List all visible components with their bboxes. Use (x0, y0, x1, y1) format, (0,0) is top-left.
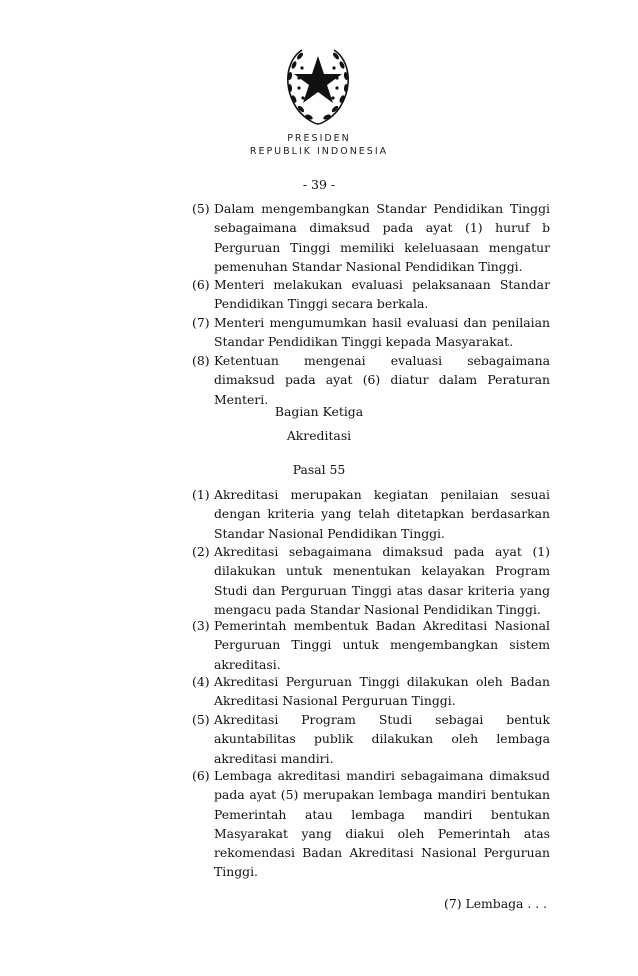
list-item (192, 313, 550, 352)
list-item (192, 351, 550, 409)
item-number: (5) (192, 201, 210, 216)
list-item (192, 199, 550, 276)
item-number: (1) (192, 487, 210, 502)
header-line-1: PRESIDEN (287, 133, 351, 144)
item-number: (4) (192, 674, 210, 689)
item-number: (5) (192, 712, 210, 727)
item-text: Pemerintah membentuk Badan Akreditasi Nasional Perguruan Tinggi untuk mengembangkan sistem akreditasi. (214, 618, 550, 672)
item-number: (7) (192, 315, 210, 330)
item-number: (6) (192, 277, 210, 292)
item-number: (2) (192, 544, 210, 559)
item-text: Lembaga akreditasi mandiri sebagaimana dimaksud pada ayat (5) merupakan lembaga mandiri bentukan Pemerintah atau lembaga mandiri bentukan Masyarakat yang diakui oleh Pemerintah atas rekomendasi Badan Akreditasi Nasional Perguruan Tinggi. (214, 768, 550, 880)
item-number: (6) (192, 768, 210, 783)
part-subtitle: Akreditasi (286, 428, 352, 443)
page-number: - 39 - (302, 177, 336, 192)
presidential-emblem-icon (272, 38, 364, 128)
list-item (192, 710, 550, 768)
item-text: Dalam mengembangkan Standar Pendidikan Tinggi sebagaimana dimaksud pada ayat (1) huruf b Perguruan Tinggi memiliki keleluasaan mengatur pemenuhan Standar Nasional Pendidikan Tinggi. (214, 201, 550, 274)
item-text: Akreditasi merupakan kegiatan penilaian sesuai dengan kriteria yang telah ditetapkan berdasarkan Standar Nasional Pendidikan Tinggi. (214, 487, 550, 541)
item-text: Menteri melakukan evaluasi pelaksanaan Standar Pendidikan Tinggi secara berkala. (214, 277, 550, 312)
list-item (192, 485, 550, 543)
list-item (192, 616, 550, 674)
list-item (192, 542, 550, 619)
item-text: Menteri mengumumkan hasil evaluasi dan penilaian Standar Pendidikan Tinggi kepada Masyarakat. (214, 315, 550, 350)
list-item (192, 275, 550, 314)
item-text: Ketentuan mengenai evaluasi sebagaimana dimaksud pada ayat (6) diatur dalam Peraturan Menteri. (214, 353, 550, 407)
item-text: Akreditasi Perguruan Tinggi dilakukan oleh Badan Akreditasi Nasional Perguruan Tinggi. (214, 674, 550, 709)
part-title: Bagian Ketiga (274, 404, 364, 419)
header-line-2: REPUBLIK INDONESIA (249, 146, 389, 157)
item-number: (8) (192, 353, 210, 368)
article-title: Pasal 55 (292, 462, 346, 477)
item-text: Akreditasi sebagaimana dimaksud pada ayat (1) dilakukan untuk menentukan kelayakan Program Studi dan Perguruan Tinggi atas dasar kriteria yang mengacu pada Standar Nasional Pendidikan Tinggi. (214, 544, 550, 617)
item-number: (3) (192, 618, 210, 633)
item-text: Akreditasi Program Studi sebagai bentuk akuntabilitas publik dilakukan oleh lembaga akreditasi mandiri. (214, 712, 550, 766)
continuation-footer: (7) Lembaga . . . (444, 896, 548, 911)
list-item (192, 672, 550, 711)
list-item (192, 766, 550, 882)
